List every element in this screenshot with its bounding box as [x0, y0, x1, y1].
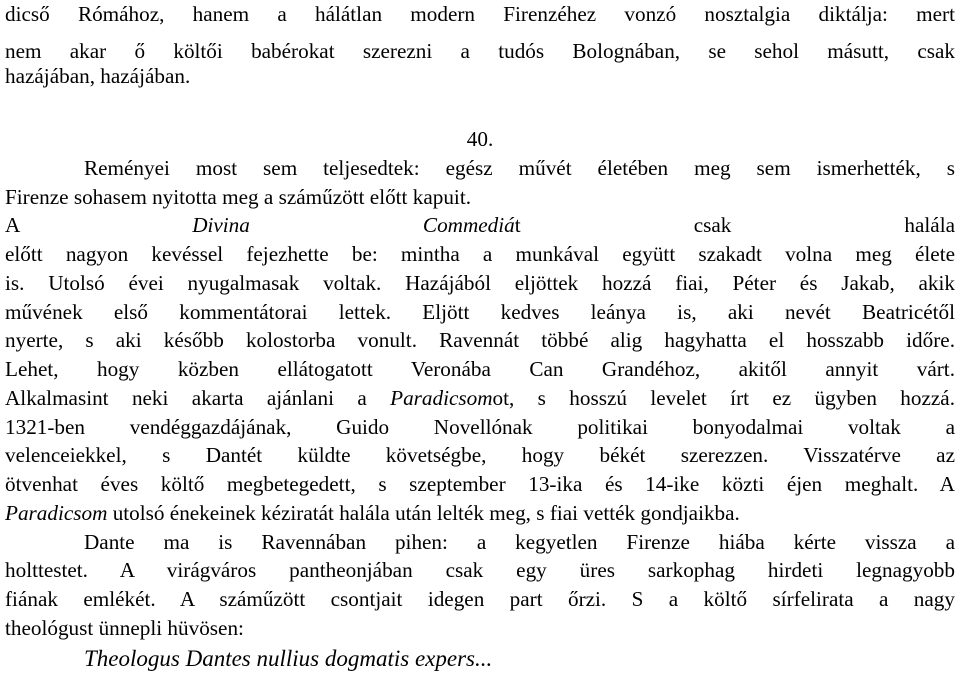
text-line: nyerte, s aki később kolostorba vonult. Ravennát többé alig hagyhatta el hosszabb időre. [5, 328, 955, 352]
text-line: Reményei most sem teljesedtek: egész művét életében meg sem ismerhették, s [84, 156, 955, 180]
work-title: Divina Commediá [192, 213, 515, 237]
text-line: hazájában, hazájában. [5, 64, 191, 88]
text-run: A [5, 213, 193, 237]
text-line: velenceiekkel, s Dantét küldte követségbe, hogy békét szerezzen. Visszatérve az [5, 443, 955, 467]
text-line [5, 213, 955, 237]
epitaph [84, 647, 955, 671]
work-title: Paradicsom [5, 501, 108, 525]
text-line: 1321-ben vendéggazdájának, Guido Novellónak politikai bonyodalmai voltak a [5, 415, 955, 439]
epitaph-text: Theologus Dantes nullius dogmatis expers... [84, 646, 493, 671]
text-line [5, 501, 955, 525]
text-line: Lehet, hogy közben ellátogatott Veronába Can Grandéhoz, akitől annyit várt. [5, 357, 955, 381]
work-title: Paradicsom [390, 386, 493, 410]
text-line: Dante ma is Ravennában pihen: a kegyetlen Firenze hiába kérte vissza a [84, 530, 955, 554]
section-number: 40. [466, 127, 494, 151]
text-run: t csak halála [514, 213, 955, 237]
text-line: dicső Rómához, hanem a hálátlan modern Firenzéhez vonzó nosztalgia diktálja: mert [5, 2, 955, 26]
text-line: ötvenhat éves költő megbetegedett, s szeptember 13-ika és 14-ike közti éjen meghalt. A [5, 472, 955, 496]
text-line: Firenze sohasem nyitotta meg a száműzött előtt kapuit. [5, 185, 472, 209]
text-line: előtt nagyon kevéssel fejezhette be: mintha a munkával együtt szakadt volna meg élete [5, 242, 955, 266]
text-line: is. Utolsó évei nyugalmasak voltak. Hazájából eljöttek hozzá fiai, Péter és Jakab, akik [5, 271, 955, 295]
text-line: theológust ünnepli hüvösen: [5, 616, 244, 640]
text-line: művének első kommentátorai lettek. Eljött kedves leánya is, aki nevét Beatricétől [5, 300, 955, 324]
text-line: fiának emlékét. A száműzött csontjait idegen part őrzi. S a költő sírfelirata a nagy [5, 587, 955, 611]
text-line: holttestet. A virágváros pantheonjában csak egy üres sarkophag hirdeti legnagyobb [5, 558, 955, 582]
text-line [5, 386, 955, 410]
text-line: nem akar ő költői babérokat szerezni a tudós Bolognában, se sehol másutt, csak [5, 39, 955, 63]
text-run: Alkalmasint neki akarta ajánlani a [5, 386, 391, 410]
text-run: utolsó énekeinek kéziratát halála után lelték meg, s fiai vették gondjaikba. [107, 501, 740, 525]
text-run: ot, s hosszú levelet írt ez ügyben hozzá. [492, 386, 955, 410]
